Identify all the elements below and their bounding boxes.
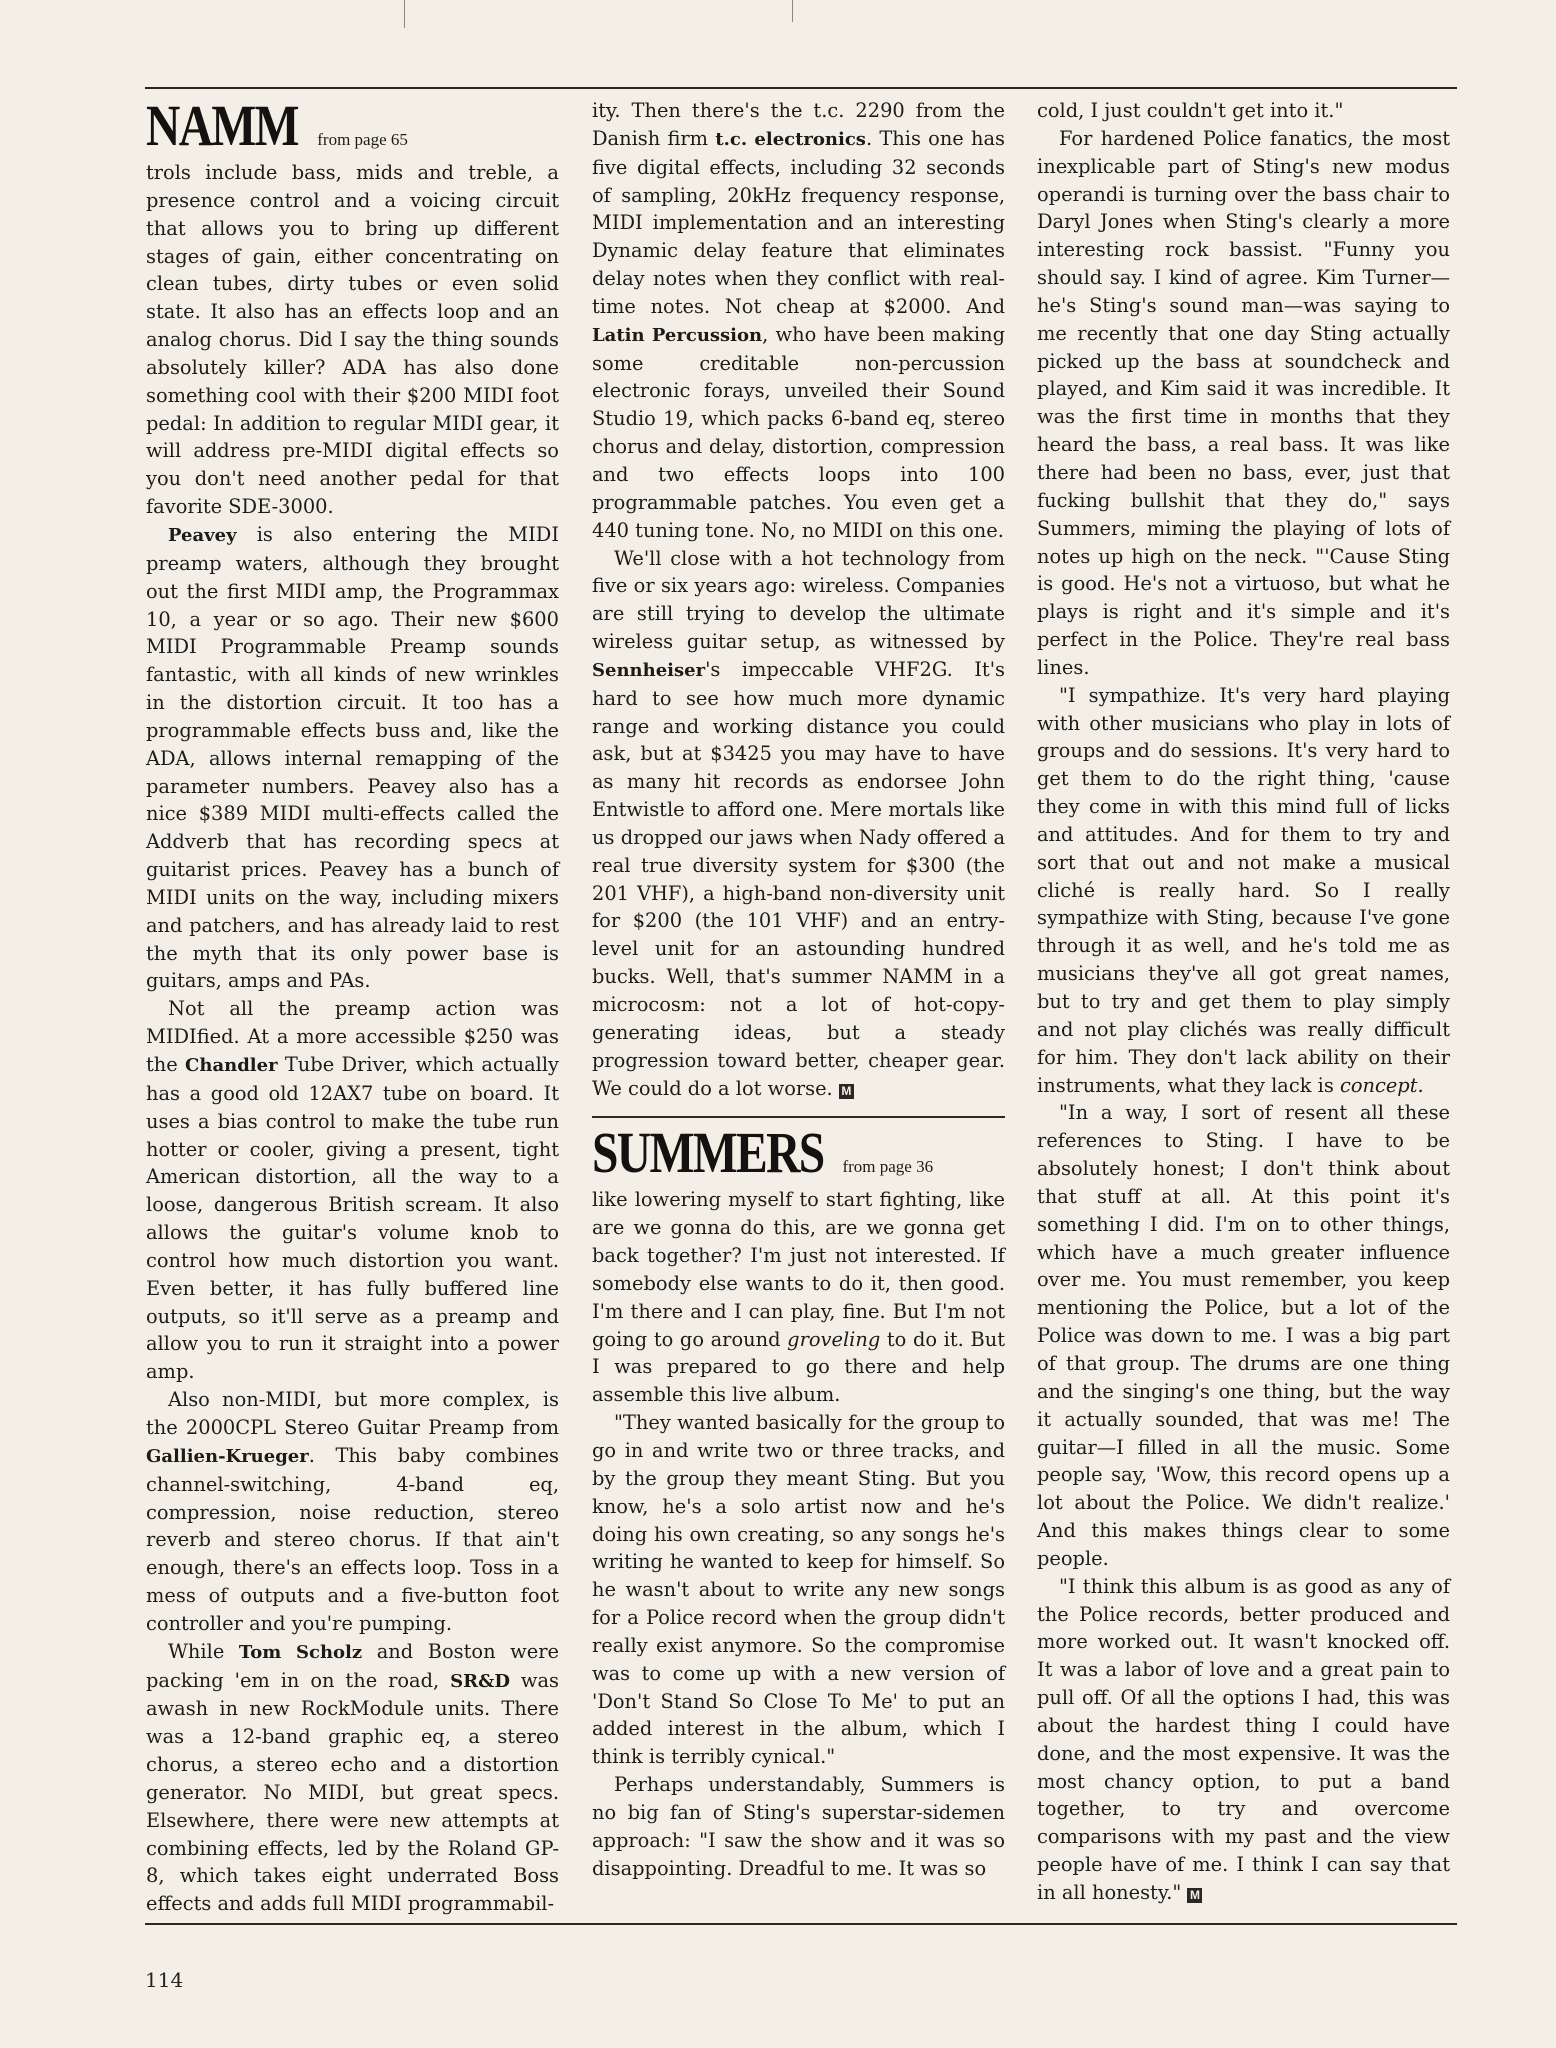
paragraph-text: "I sympathize. It's very hard playing with other musicians who play in lots of groups and do sessions. It's very hard to get them to do the right thing, 'cause they come in with this mind full of licks and attitudes. And for them to try and sort that out and not make a musical cliché is really hard. So I really sympathize with Sting, because I've gone through it as well, and he's told me as musicians they've all got great names, but to try and get them to play simply and not play clichés was really difficult for him. They don't lack ability on their instruments, what they lack is <box>1037 683 1450 1097</box>
paragraph-text: and Boston were packing 'em in on the road, <box>146 1639 560 1692</box>
paragraph-text: While <box>168 1639 239 1663</box>
summers-paragraph: "They wanted basically for the group to go in and write two or three tracks, and by the group they meant Sting. But you know, he's a solo artist now and he's doing his own creating, so any songs he's writing he wanted to keep for himself. So he wasn't about to write any new songs for a Police record when the group didn't really exist anymore. So the compromise was to come up with a new version of 'Don't Stand So Close To Me' to put an added interest in the album, which I think is terribly cynical." <box>592 1411 1005 1769</box>
paragraph-text: like lowering myself to start fighting, like are we gonna do this, are we gonna get back together? I'm just not interested. If somebody else wants to do it, then good. I'm there and I can play, fine. But I'm not going to go around <box>592 1188 1005 1351</box>
emphasis-text: concept. <box>1339 1073 1424 1097</box>
summers-paragraph <box>592 1186 1005 1409</box>
summers-paragraph: "In a way, I sort of resent all these references to Sting. I have to be absolutely honest; I don't think about that stuff at all. At this point it's something I did. I'm on to other things, which have a much greater influence over me. You must remember, you keep mentioning the Police, but a lot of the Police was down to me. I was a big part of that group. The drums are one thing and the singing's one thing, but the way it actually sounded, that was me! The guitar—I filled in all the music. Some people say, 'Wow, this record opens up a lot about the Police. We didn't realize.' And this makes things clear to some people. <box>1037 1101 1450 1570</box>
paragraph-text: , who have been making some creditable non-percussion electronic forays, unveiled their Sound Studio 19, which packs 6-band eq, stereo chorus and delay, distortion, compression and two effects loops into 100 programmable patches. You even get a 440 tuning tone. No, no MIDI on this one. <box>592 322 1005 542</box>
namm-from-page: from page 65 <box>317 130 408 149</box>
paragraph-text: ity. Then there's the t.c. 2290 from the Danish firm <box>592 99 1005 150</box>
namm-paragraph <box>592 97 1005 545</box>
summers-heading <box>592 1120 1005 1186</box>
column-1 <box>146 93 560 1916</box>
paragraph-text: . This one has five digital effects, including 32 seconds of sampling, 20kHz frequency response, MIDI implementation and an interesting Dynamic delay feature that eliminates delay notes when they conflict with real-time notes. Not cheap at $2000. And <box>592 126 1005 318</box>
paragraph-text: Also non-MIDI, but more complex, is the 2000CPL Stereo Guitar Preamp from <box>146 1388 559 1439</box>
paragraph-text: Not all the preamp action was MIDIfied. At a more accessible $250 was the <box>146 997 559 1076</box>
namm-paragraph <box>592 545 1005 1103</box>
brand-name: t.c. electronics <box>715 128 866 150</box>
brand-name: Tom Scholz <box>238 1641 363 1663</box>
namm-heading <box>146 93 559 159</box>
page-number: 114 <box>145 1968 184 1992</box>
summers-paragraph: Perhaps understandably, Summers is no big fan of Sting's superstar-sidemen approach: "I saw the show and it was so disappointing. Dreadful to me. It was so <box>592 1773 1005 1880</box>
summers-from-page: from page 36 <box>842 1157 934 1177</box>
namm-paragraph <box>146 521 559 995</box>
end-mark-icon: M <box>839 1084 854 1099</box>
paragraph-text: to do it. But I was prepared to go there and help assemble this live album. <box>592 1327 1005 1407</box>
page-crease-mark <box>404 0 405 28</box>
paragraph-text: We'll close with a hot technology from five or six years ago: wireless. Companies are still trying to develop the ultimate wireless guitar setup, as witnessed by <box>592 546 1005 654</box>
paragraph-text: is also entering the MIDI preamp waters, although they brought out the first MIDI amp, the Programmax 10, a year or so ago. Their new $600 MIDI Programmable Preamp sounds fantastic, with all kinds of new wrinkles in the distortion circuit. It too has a programmable effects buss and, like the ADA, allows internal remapping of the parameter numbers. Peavey also has a nice $389 MIDI multi-effects called the Addverb that has recording specs at guitarist prices. Peavey has a bunch of MIDI units on the way, including mixers and patchers, and has already laid to rest the myth that its only power base is guitars, amps and PAs. <box>146 522 559 993</box>
brand-name: Chandler <box>185 1055 278 1076</box>
namm-paragraph: trols include bass, mids and treble, a presence control and a voicing circuit that allows you to bring up different stages of gain, either concentrating on clean tubes, dirty tubes or even solid state. It also has an effects loop and an analog chorus. Did I say the thing sounds absolutely killer? ADA has also done something cool with their $200 MIDI foot pedal: In addition to regular MIDI gear, it will address pre-MIDI digital effects so you don't need another pedal for that favorite SDE-3000. <box>146 161 559 519</box>
column-3 <box>1037 97 1450 1904</box>
paragraph-text: was awash in new RockModule units. There was a 12-band graphic eq, a stereo chorus, a stereo echo and a distortion generator. No MIDI, but great specs. Elsewhere, there were new attempts at combining effects, led by the Roland GP-8, which takes eight underrated Boss effects and adds full MIDI programmabil- <box>146 1668 559 1916</box>
paragraph-text: . This baby combines channel-switching, 4-band eq, compression, noise reduction, stereo reverb and stereo chorus. If that ain't enough, there's an effects loop. Toss in a mess of outputs and a five-button foot controller and you're pumping. <box>146 1443 559 1635</box>
paragraph-text: Tube Driver, which actually has a good old 12AX7 tube on board. It uses a bias control to make the tube run hotter or cooler, giving a present, tight American distortion, all the way to a loose, dangerous British scream. It also allows the guitar's volume knob to control how much distortion you want. Even better, it has fully buffered line outputs, so it'll serve as a preamp and allow you to run it straight into a power amp. <box>146 1053 559 1384</box>
page-crease-mark <box>792 0 793 22</box>
namm-title: NAMM <box>146 93 298 158</box>
column-2 <box>592 97 1005 1897</box>
namm-paragraph <box>146 995 559 1386</box>
brand-name: Gallien-Krueger <box>146 1445 309 1467</box>
top-rule <box>145 87 1457 89</box>
paragraph-text: 's impeccable VHF2G. It's hard to see how much more dynamic range and working distance you could ask, but at $3425 you may have to have as many hit records as endorsee John Entwistle to afford one. Mere mortals like us dropped our jaws when Nady offered a real true diversity system for $300 (the 201 VHF), a high-band non-diversity unit for $200 (the 101 VHF) and an entry-level unit for an astounding hundred bucks. Well, that's summer NAMM in a microcosm: not a lot of hot-copy-generating ideas, but a steady progression toward better, cheaper gear. We could do a lot worse. <box>592 657 1005 1100</box>
summers-paragraph <box>1037 1573 1450 1907</box>
brand-name: Sennheiser <box>592 659 706 681</box>
end-mark-icon: M <box>1187 1888 1202 1903</box>
brand-name: Peavey <box>168 524 237 546</box>
section-divider <box>592 1116 1005 1118</box>
summers-paragraph <box>1037 682 1450 1100</box>
brand-name: SR&D <box>450 1670 510 1692</box>
bottom-rule <box>145 1923 1457 1925</box>
paragraph-text: "I think this album is as good as any of the Police records, better produced and more worked out. It wasn't knocked off. It was a labor of love and a great pain to pull off. Of all the options I had, this was about the hardest thing I could have done, and the most expensive. It was the most chancy option, to put a band together, to try and overcome comparisons with my past and the view people have of me. I think I can say that in all honesty." <box>1037 1574 1450 1904</box>
summers-paragraph: cold, I just couldn't get into it." <box>1037 99 1344 122</box>
namm-paragraph <box>146 1638 559 1918</box>
emphasis-text: groveling <box>787 1327 881 1351</box>
summers-paragraph: For hardened Police fanatics, the most inexplicable part of Sting's new modus operandi is turning over the bass chair to Daryl Jones when Sting's clearly a more interesting rock bassist. "Funny you should say. I kind of agree. Kim Turner—he's Sting's sound man—was saying to me recently that one day Sting actually picked up the bass at soundcheck and played, and Kim said it was incredible. It was the first time in months that they heard the bass, a real bass. It was like there had been no bass, ever, just that fucking bullshit that they do," says Summers, miming the playing of lots of notes up high on the neck. "'Cause Sting is good. He's not a virtuoso, but what he plays is right and it's simple and it's perfect in the Police. They're real bass lines. <box>1037 126 1450 679</box>
summers-title: SUMMERS <box>592 1120 824 1186</box>
brand-name: Latin Percussion <box>592 324 763 346</box>
namm-paragraph <box>146 1386 559 1638</box>
